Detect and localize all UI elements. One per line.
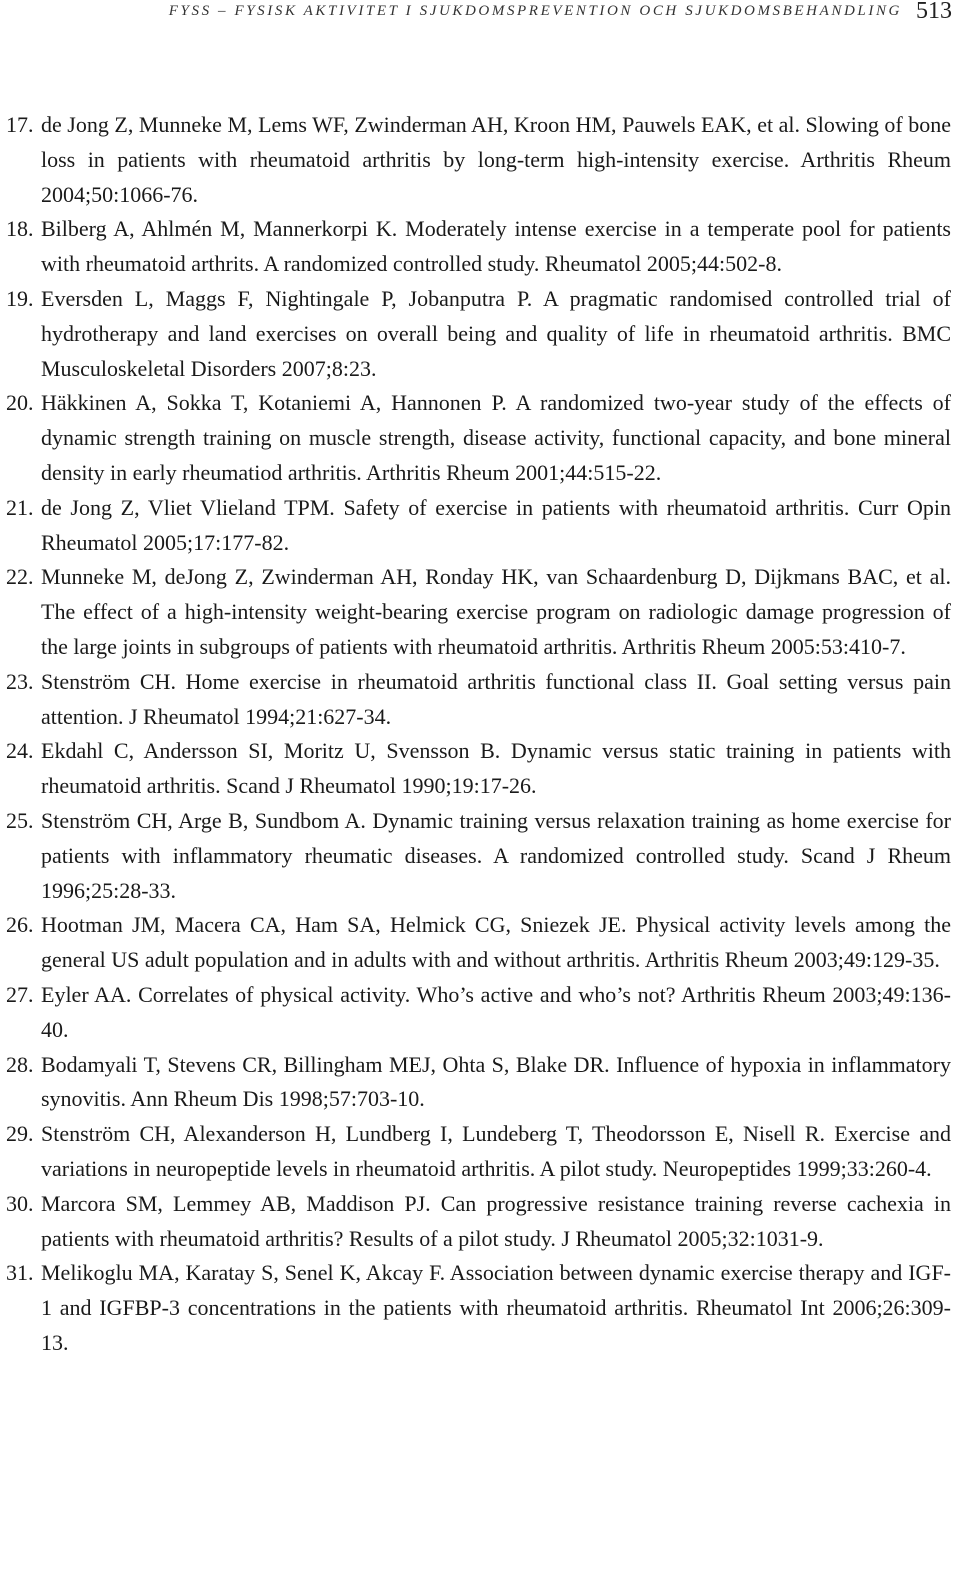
reference-item-20: [0, 386, 960, 490]
reference-text: Bodamyali T, Stevens CR, Billingham MEJ, Ohta S, Blake DR. Influence of hypoxia in inflammatory synovitis. Ann Rheum Dis 1998;57:703-10.: [41, 1051, 951, 1112]
reference-item-21: [0, 491, 960, 561]
reference-text: Ekdahl C, Andersson SI, Moritz U, Svensson B. Dynamic versus static training in patients with rheumatoid arthritis. Scand J Rheumatol 1990;19:17-26.: [41, 738, 951, 799]
running-header-title: FYSS – FYSISK AKTIVITET I SJUKDOMSPREVENTION OCH SJUKDOMSBEHANDLING: [168, 3, 902, 19]
reference-number: 18.: [6, 216, 34, 242]
reference-number: 31.: [6, 1260, 34, 1286]
reference-text: Häkkinen A, Sokka T, Kotaniemi A, Hannonen P. A randomized two-year study of the effects of dynamic strength training on muscle strength, disease activity, functional capacity, and bone mineral density in early rheumatiod arthritis. Arthritis Rheum 2001;44:515-22.: [41, 390, 951, 485]
reference-item-31: [0, 1256, 960, 1360]
reference-number: 21.: [6, 494, 34, 520]
reference-text: Eyler AA. Correlates of physical activity. Who’s active and who’s not? Arthritis Rheum 2003;49:136-40.: [41, 981, 951, 1042]
reference-text: Bilberg A, Ahlmén M, Mannerkorpi K. Moderately intense exercise in a temperate pool for patients with rheumatoid arthrits. A randomized controlled study. Rheumatol 2005;44:502-8.: [41, 216, 951, 277]
reference-number: 29.: [6, 1121, 34, 1147]
reference-number: 22.: [6, 564, 34, 590]
reference-item-19: [0, 282, 960, 386]
reference-item-17: [0, 108, 960, 212]
reference-list: [0, 108, 960, 1361]
reference-number: 30.: [6, 1190, 34, 1216]
reference-item-27: [0, 978, 960, 1048]
reference-number: 28.: [6, 1051, 34, 1077]
reference-number: 19.: [6, 285, 34, 311]
reference-item-23: [0, 665, 960, 735]
reference-item-18: [0, 212, 960, 282]
reference-number: 24.: [6, 738, 34, 764]
reference-item-26: [0, 908, 960, 978]
reference-text: Hootman JM, Macera CA, Ham SA, Helmick CG, Sniezek JE. Physical activity levels among the general US adult population and in adults with and without arthritis. Arthritis Rheum 2003;49:129-35.: [41, 912, 951, 973]
running-header: [0, 0, 960, 30]
reference-item-29: [0, 1117, 960, 1187]
reference-item-22: [0, 560, 960, 664]
reference-number: 27.: [6, 981, 34, 1007]
reference-number: 25.: [6, 807, 34, 833]
page-number: 513: [916, 0, 952, 24]
reference-item-30: [0, 1187, 960, 1257]
reference-text: Eversden L, Maggs F, Nightingale P, Jobanputra P. A pragmatic randomised controlled trial of hydrotherapy and land exercises on overall being and quality of life in rheumatoid arthritis. BMC Musculoskeletal Disorders 2007;8:23.: [41, 285, 951, 381]
reference-text: Munneke M, deJong Z, Zwinderman AH, Ronday HK, van Schaardenburg D, Dijkmans BAC, et al. The effect of a high-intensity weight-bearing exercise program on radiologic damage progression of the large joints in subgroups of patients with rheumatoid arthritis. Arthritis Rheum 2005:53:410-7.: [41, 564, 951, 659]
reference-text: de Jong Z, Vliet Vlieland TPM. Safety of exercise in patients with rheumatoid arthritis. Curr Opin Rheumatol 2005;17:177-82.: [41, 494, 951, 555]
reference-text: Stenström CH, Arge B, Sundbom A. Dynamic training versus relaxation training as home exercise for patients with inflammatory rheumatic diseases. A randomized controlled study. Scand J Rheum 1996;25:28-33.: [41, 807, 951, 903]
reference-text: Marcora SM, Lemmey AB, Maddison PJ. Can progressive resistance training reverse cachexia in patients with rheumatoid arthritis? Results of a pilot study. J Rheumatol 2005;32:1031-9.: [41, 1190, 951, 1251]
reference-item-24: [0, 734, 960, 804]
reference-number: 26.: [6, 912, 34, 938]
reference-number: 20.: [6, 390, 34, 416]
reference-number: 23.: [6, 668, 34, 694]
reference-text: Stenström CH. Home exercise in rheumatoid arthritis functional class II. Goal setting versus pain attention. J Rheumatol 1994;21:627-34.: [41, 668, 951, 729]
reference-number: 17.: [6, 112, 34, 137]
reference-text: Melikoglu MA, Karatay S, Senel K, Akcay F. Association between dynamic exercise therapy and IGF-1 and IGFBP-3 concentrations in the patients with rheumatoid arthritis. Rheumatol Int 2006;26:309-13.: [41, 1260, 951, 1355]
reference-text: de Jong Z, Munneke M, Lems WF, Zwinderman AH, Kroon HM, Pauwels EAK, et al. Slowing of bone loss in patients with rheumatoid arthritis by long-term high-intensity exercise. Arthritis Rheum 2004;50:1066-76.: [41, 112, 951, 207]
reference-text: Stenström CH, Alexanderson H, Lundberg I, Lundeberg T, Theodorsson E, Nisell R. Exercise and variations in neuropeptide levels in rheumatoid arthritis. A pilot study. Neuropeptides 1999;33:260-4.: [41, 1121, 951, 1181]
reference-item-28: [0, 1048, 960, 1118]
reference-item-25: [0, 804, 960, 908]
